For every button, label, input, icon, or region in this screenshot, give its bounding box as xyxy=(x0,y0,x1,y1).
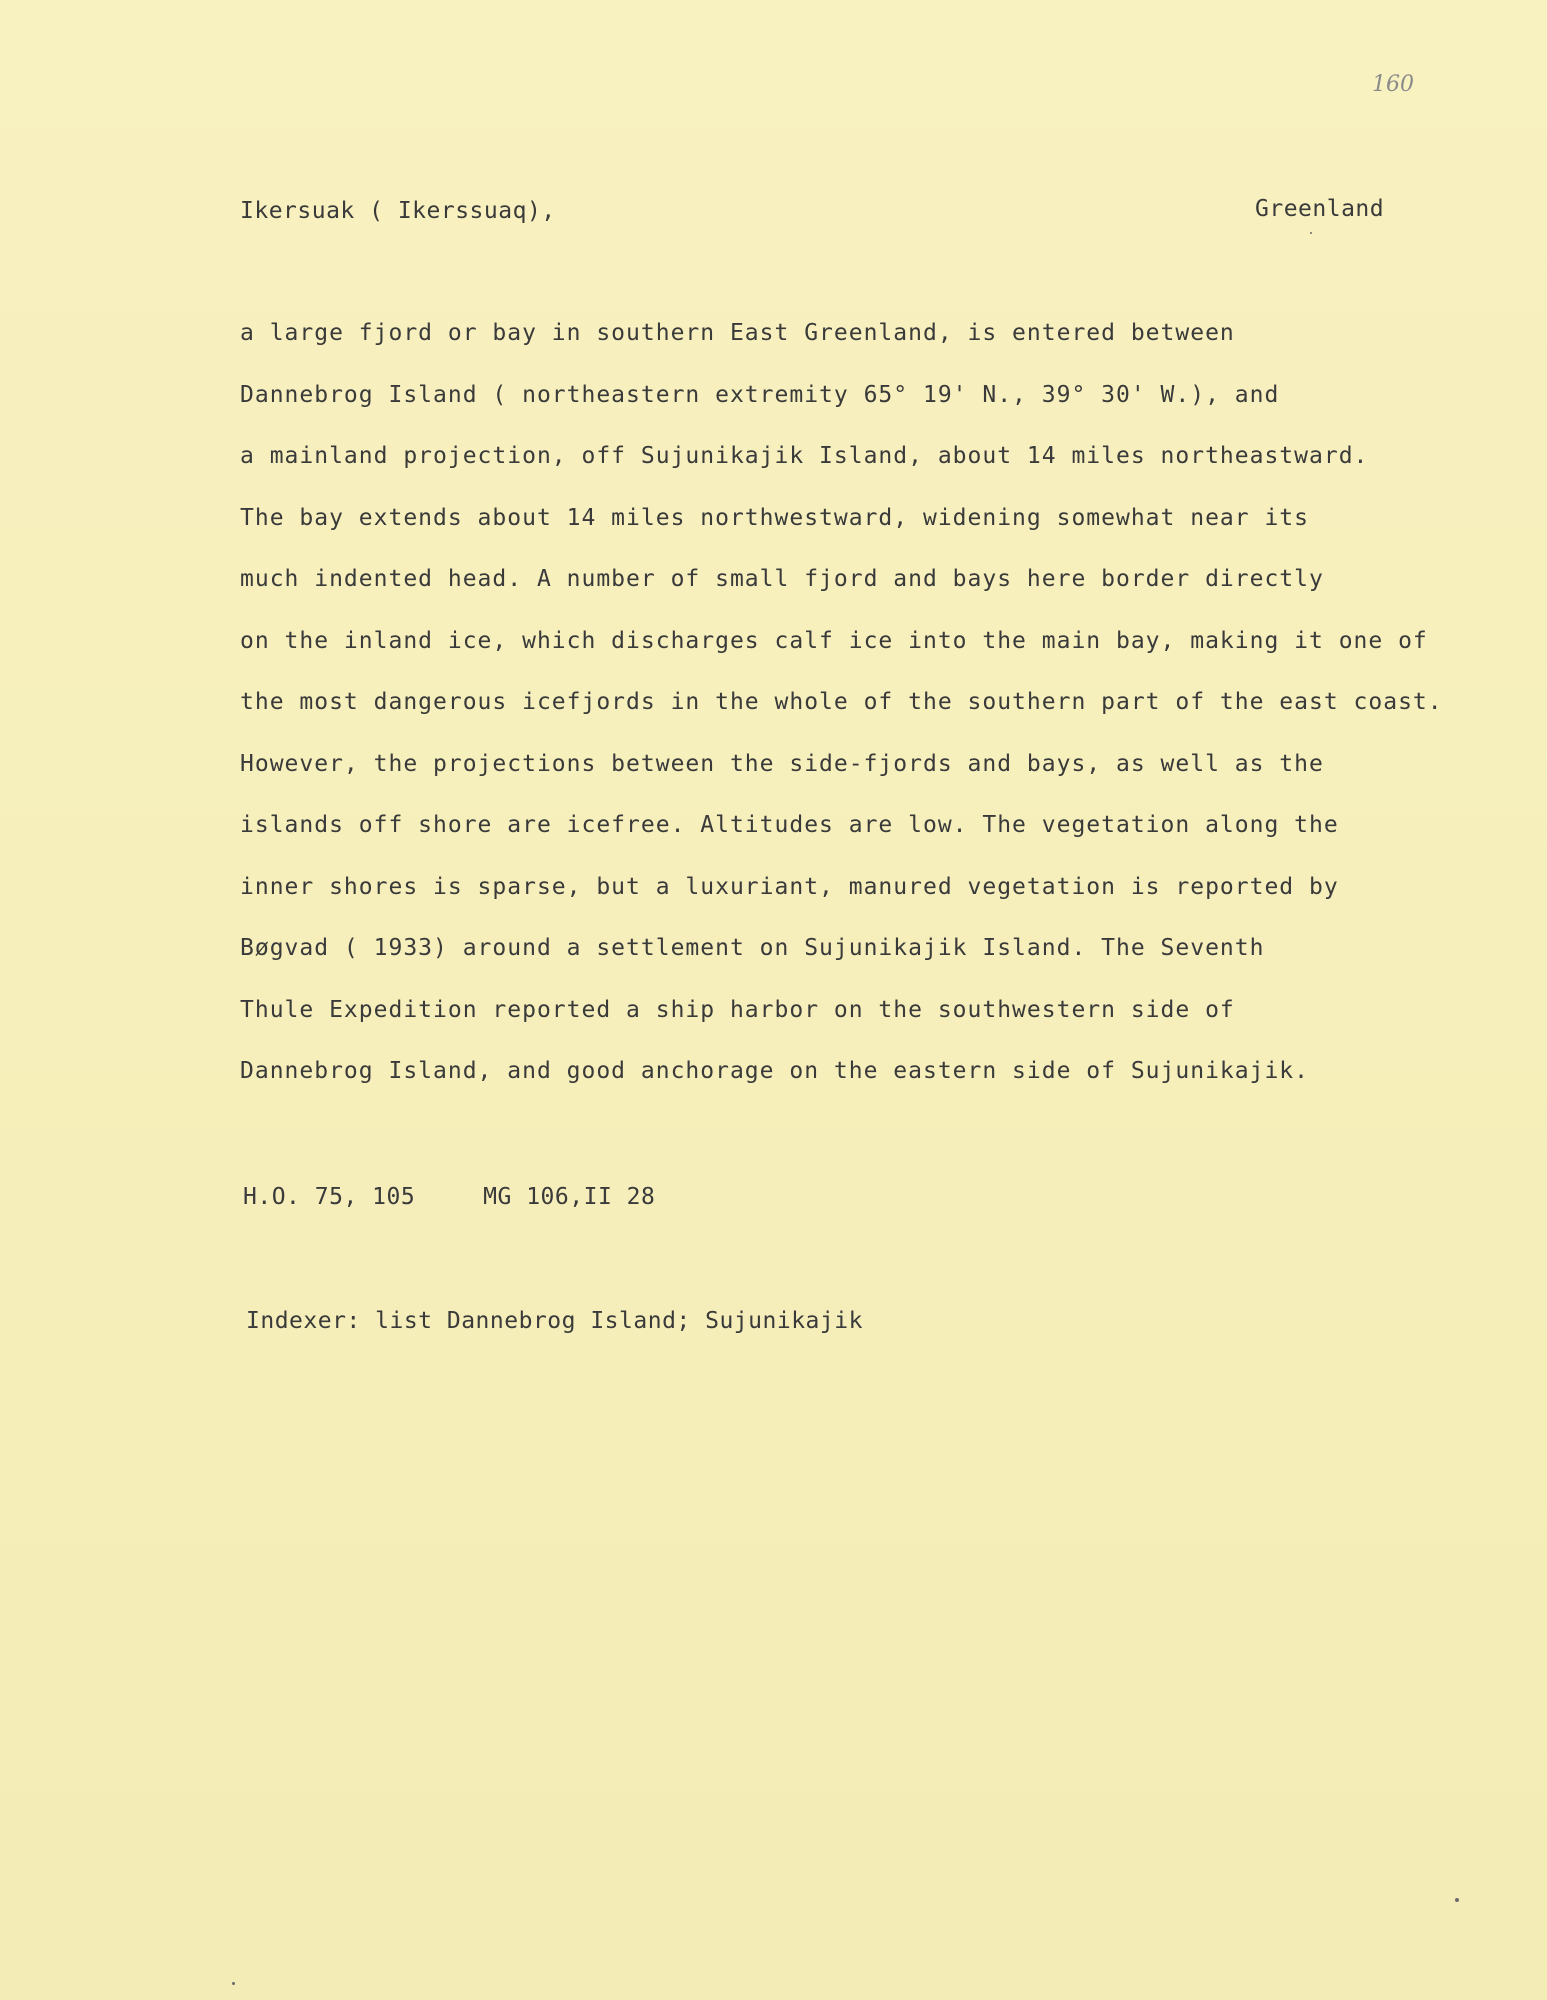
text-line: on the inland ice, which discharges calf ice into the main bay, making it one of xyxy=(240,627,1428,654)
text-line: islands off shore are icefree. Altitudes are low. The vegetation along the xyxy=(240,812,1339,838)
entry-region: Greenland xyxy=(1255,196,1385,222)
entry-title: Ikersuak ( Ikerssuaq), xyxy=(240,198,556,224)
paper-speck xyxy=(1455,1898,1459,1902)
paper-speck xyxy=(232,1982,235,1985)
text-line: However, the projections between the side-fjords and bays, as well as the xyxy=(240,750,1324,777)
text-line: much indented head. A number of small fjord and bays here border directly xyxy=(240,566,1324,592)
page-number: 160 xyxy=(1372,72,1414,97)
text-line: Bøgvad ( 1933) around a settlement on Sujunikajik Island. The Seventh xyxy=(240,935,1265,961)
entry-description xyxy=(240,318,1520,1118)
mg-reference: MG 106,II 28 xyxy=(483,1184,656,1210)
source-references xyxy=(243,1184,723,1210)
text-line: The bay extends about 14 miles northwestward, widening somewhat near its xyxy=(240,504,1309,531)
text-line: inner shores is sparse, but a luxuriant, manured vegetation is reported by xyxy=(240,873,1339,900)
text-line: Dannebrog Island, and good anchorage on the eastern side of Sujunikajik. xyxy=(240,1058,1309,1084)
text-line: a mainland projection, off Sujunikajik Island, about 14 miles northeastward. xyxy=(240,443,1369,469)
ho-reference: H.O. 75, 105 xyxy=(243,1184,416,1210)
text-line: Dannebrog Island ( northeastern extremity 65° 19' N., 39° 30' W.), and xyxy=(240,381,1280,408)
text-line: the most dangerous icefjords in the whole of the southern part of the east coast. xyxy=(240,689,1443,715)
text-line: Thule Expedition reported a ship harbor on the southwestern side of xyxy=(240,996,1235,1023)
text-line: a large fjord or bay in southern East Greenland, is entered between xyxy=(240,320,1235,346)
indexer-note: Indexer: list Dannebrog Island; Sujunikajik xyxy=(246,1308,863,1334)
paper-speck xyxy=(1310,232,1312,234)
